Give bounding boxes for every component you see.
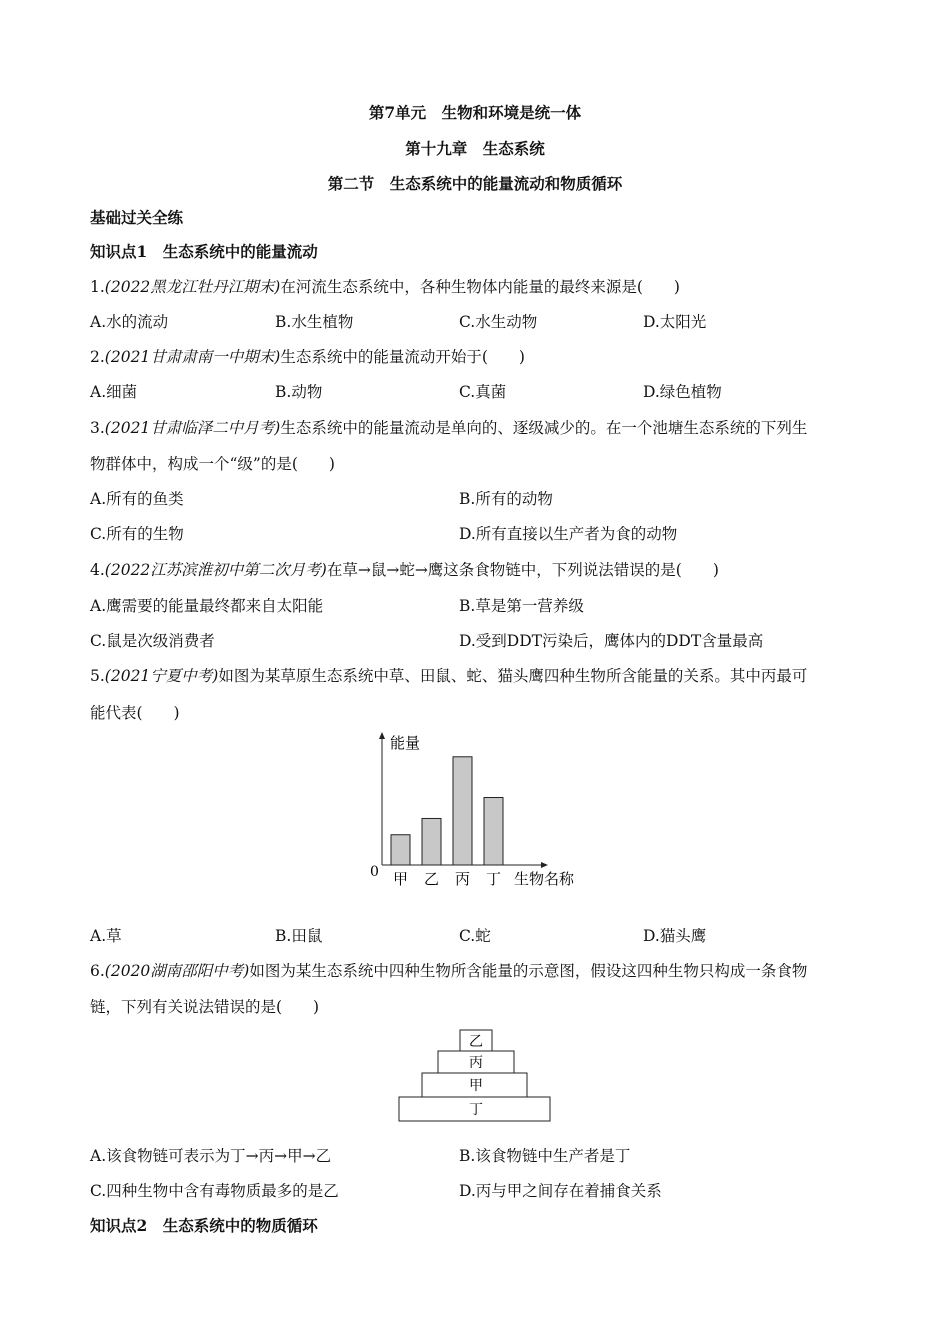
- question-number: 3.: [90, 419, 105, 437]
- question-text-continued: 物群体中，构成一个“级”的是( ): [90, 455, 335, 473]
- question-1: [90, 277, 680, 297]
- question-3: [90, 418, 807, 438]
- x-axis-label: 生物名称: [514, 870, 575, 888]
- bar-丁: [484, 798, 503, 865]
- pyramid-level-base-label: 丁: [469, 1102, 483, 1118]
- question-source: (2021宁夏中考): [104, 667, 219, 685]
- question-text: 如图为某草原生态系统中草、田鼠、蛇、猫头鹰四种生物所含能量的关系。其中丙最可: [218, 667, 808, 685]
- option: C.真菌: [459, 383, 507, 401]
- question-6: [90, 961, 807, 981]
- chapter-title: 第十九章 生态系统: [405, 139, 545, 158]
- option: A.该食物链可表示为丁→丙→甲→乙: [90, 1147, 332, 1165]
- energy-bar-chart: [360, 728, 600, 893]
- option: B.草是第一营养级: [459, 597, 584, 615]
- x-axis-arrow: [541, 862, 548, 868]
- option: B.该食物链中生产者是丁: [459, 1147, 631, 1165]
- knowledge-point-1: 知识点1 生态系统中的能量流动: [90, 242, 318, 261]
- pyramid-level-3-label: 甲: [469, 1078, 483, 1094]
- option: C.所有的生物: [90, 525, 184, 543]
- option: A.草: [90, 927, 122, 945]
- unit-title: 第7单元 生物和环境是统一体: [368, 103, 582, 122]
- bar-丙: [453, 757, 472, 865]
- question-number: 5.: [90, 667, 105, 685]
- x-tick-labels: [393, 870, 501, 888]
- option: A.所有的鱼类: [90, 490, 184, 508]
- option: B.田鼠: [275, 927, 323, 945]
- question-text: 生态系统中的能量流动开始于( ): [280, 348, 525, 366]
- origin-label: 0: [370, 864, 379, 880]
- question-source: (2020湖南邵阳中考): [104, 962, 250, 980]
- question-source: (2022黑龙江牡丹江期末): [104, 278, 281, 296]
- question-number: 4.: [90, 561, 105, 579]
- option: C.四种生物中含有毒物质最多的是乙: [90, 1182, 339, 1200]
- practice-heading: 基础过关全练: [90, 208, 184, 227]
- option: B.水生植物: [275, 313, 354, 331]
- option: D.太阳光: [643, 313, 707, 331]
- question-text: 生态系统中的能量流动是单向的、逐级减少的。在一个池塘生态系统的下列生: [280, 419, 808, 437]
- option: A.细菌: [90, 383, 138, 401]
- question-4: [90, 560, 719, 580]
- x-tick-label: 丁: [485, 870, 502, 888]
- question-source: (2021甘肃临泽二中月考): [104, 419, 281, 437]
- question-number: 6.: [90, 962, 105, 980]
- y-axis-arrow: [379, 732, 385, 739]
- x-tick-label: 乙: [423, 870, 440, 888]
- option: D.丙与甲之间存在着捕食关系: [459, 1182, 662, 1200]
- question-source: (2021甘肃肃南一中期末): [104, 348, 281, 366]
- option: D.所有直接以生产者为食的动物: [459, 525, 678, 543]
- question-source: (2022江苏滨淮初中第二次月考): [104, 561, 327, 579]
- option: C.鼠是次级消费者: [90, 632, 215, 650]
- x-tick-label: 甲: [392, 870, 409, 888]
- pyramid-level-2-label: 丙: [469, 1055, 483, 1071]
- option: C.蛇: [459, 927, 491, 945]
- question-2: [90, 347, 525, 367]
- x-tick-label: 丙: [454, 870, 471, 888]
- option: D.受到DDT污染后，鹰体内的DDT含量最高: [459, 632, 764, 650]
- bars: [391, 757, 503, 865]
- option: D.绿色植物: [643, 383, 722, 401]
- question-number: 2.: [90, 348, 105, 366]
- option: D.猫头鹰: [643, 927, 707, 945]
- bar-甲: [391, 835, 410, 865]
- question-text: 如图为某生态系统中四种生物所含能量的示意图，假设这四种生物只构成一条食物: [249, 962, 808, 980]
- question-text: 在草→鼠→蛇→鹰这条食物链中，下列说法错误的是( ): [326, 561, 719, 579]
- question-text: 在河流生态系统中，各种生物体内能量的最终来源是( ): [280, 278, 680, 296]
- option: A.水的流动: [90, 313, 169, 331]
- option: C.水生动物: [459, 313, 538, 331]
- question-text-continued: 能代表( ): [90, 704, 180, 722]
- option: B.所有的动物: [459, 490, 553, 508]
- question-number: 1.: [90, 278, 105, 296]
- question-text-continued: 链，下列有关说法错误的是( ): [90, 998, 320, 1016]
- bar-乙: [422, 818, 441, 865]
- pyramid-level-top-label: 乙: [469, 1034, 483, 1050]
- option: A.鹰需要的能量最终都来自太阳能: [90, 597, 324, 615]
- section-title: 第二节 生态系统中的能量流动和物质循环: [327, 174, 623, 193]
- energy-pyramid: [397, 1029, 553, 1124]
- y-axis-label: 能量: [390, 734, 421, 752]
- knowledge-point-2: 知识点2 生态系统中的物质循环: [90, 1216, 318, 1235]
- question-5: [90, 666, 807, 686]
- option: B.动物: [275, 383, 323, 401]
